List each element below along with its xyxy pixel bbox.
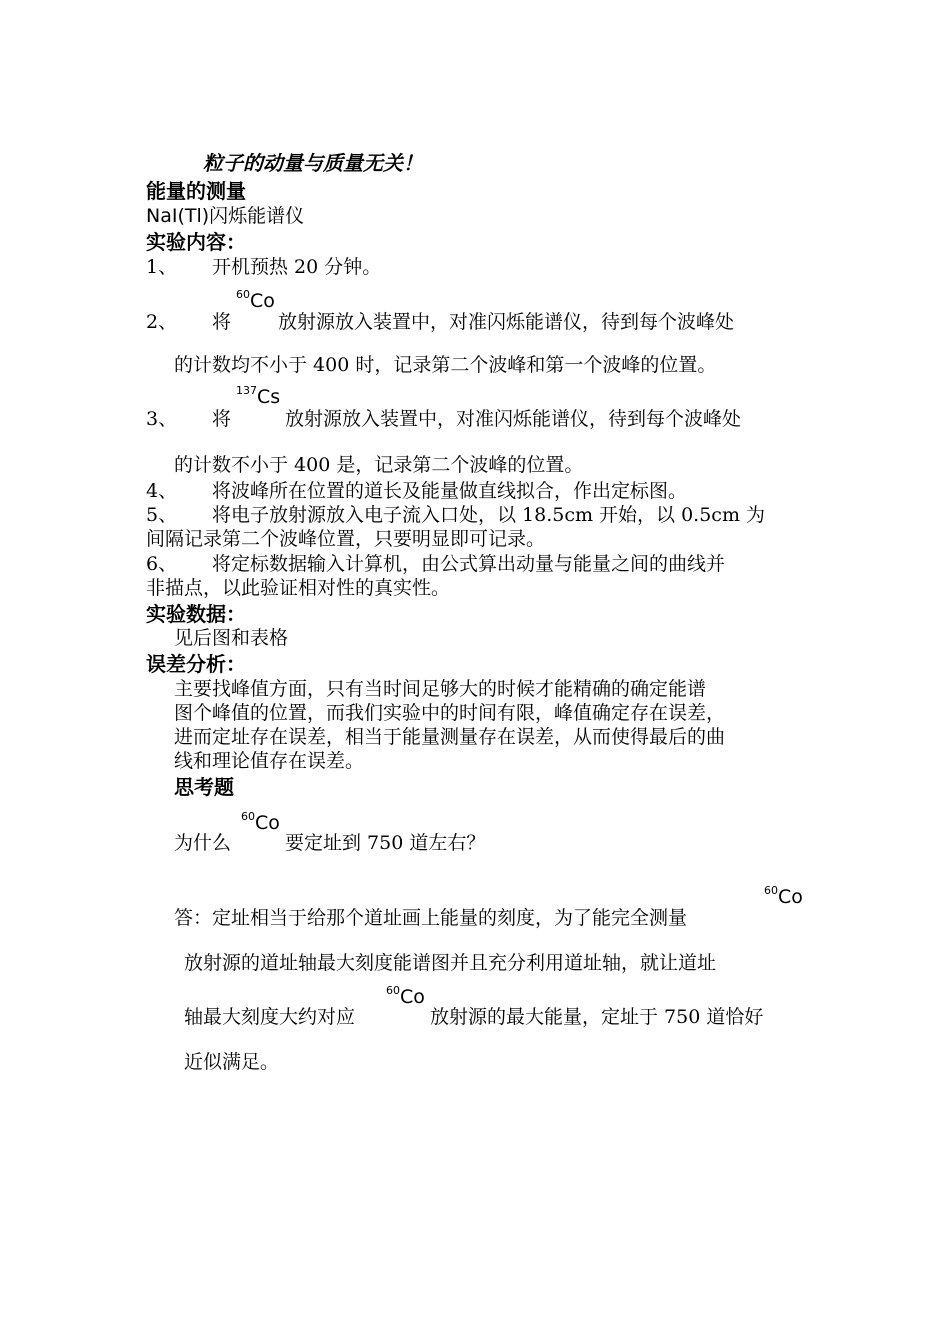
answer-line-2: 放射源的道址轴最大刻度能谱图并且充分利用道址轴，就让道址	[184, 952, 717, 974]
isotope-symbol: Co	[250, 290, 275, 312]
step-1-text: 开机预热 20 分钟。	[212, 256, 382, 278]
isotope-mass-number: 137	[236, 384, 257, 397]
answer-line-1: 答：定址相当于给那个道址画上能量的刻度，为了能完全测量	[174, 907, 688, 929]
step-6-number: 6、	[146, 553, 178, 575]
isotope-mass-number: 60	[241, 810, 255, 823]
isotope-symbol: Co	[255, 812, 280, 834]
step-5-number: 5、	[146, 504, 178, 526]
error-line: 主要找峰值方面，只有当时间足够大的时候才能精确的确定能谱	[174, 678, 707, 700]
isotope-mass-number: 60	[236, 288, 250, 301]
cs137-isotope-label	[236, 386, 280, 408]
section-data-heading: 实验数据：	[146, 602, 246, 626]
isotope-symbol: Co	[400, 986, 425, 1008]
step-2-number: 2、	[146, 311, 178, 333]
question-suffix: 要定址到 750 道左右？	[285, 832, 486, 854]
answer-line-3-prefix: 轴最大刻度大约对应	[184, 1006, 356, 1028]
step-3-line-2: 的计数不小于 400 是，记录第二个波峰的位置。	[174, 454, 584, 476]
data-reference-text: 见后图和表格	[174, 627, 289, 649]
section-error-heading: 误差分析：	[146, 652, 246, 676]
step-2-line-2: 的计数均不小于 400 时，记录第二个波峰和第一个波峰的位置。	[174, 354, 717, 376]
step-4-number: 4、	[146, 480, 178, 502]
note-heading: 粒子的动量与质量无关！	[203, 151, 423, 175]
co60-isotope-label	[241, 812, 280, 834]
answer-line-3-suffix: 放射源的最大能量，定址于 750 道恰好	[430, 1006, 764, 1028]
isotope-symbol: Cs	[257, 386, 281, 408]
step-5-line-1: 将电子放射源放入电子流入口处，以 18.5cm 开始，以 0.5cm 为	[212, 504, 765, 526]
isotope-mass-number: 60	[764, 884, 778, 897]
isotope-symbol: Co	[778, 886, 803, 908]
step-2-line-1: 放射源放入装置中，对准闪烁能谱仪，待到每个波峰处	[278, 311, 735, 333]
answer-line-4: 近似满足。	[184, 1051, 280, 1073]
step-3-prefix: 将	[212, 408, 232, 430]
step-6-line-1: 将定标数据输入计算机，由公式算出动量与能量之间的曲线并	[212, 553, 726, 575]
step-6-line-2: 非描点，以此验证相对性的真实性。	[146, 577, 451, 599]
step-1-number: 1、	[146, 256, 178, 278]
step-3-number: 3、	[146, 408, 178, 430]
question-prefix: 为什么	[174, 832, 232, 854]
error-line: 图个峰值的位置，而我们实验中的时间有限，峰值确定存在误差，	[174, 702, 726, 724]
co60-isotope-label	[764, 886, 803, 908]
co60-isotope-label	[386, 986, 425, 1008]
section-energy-heading: 能量的测量	[146, 179, 246, 203]
instrument-name: NaI(Tl)闪烁能谱仪	[146, 205, 305, 227]
isotope-mass-number: 60	[386, 984, 400, 997]
section-content-heading: 实验内容：	[146, 230, 246, 254]
step-2-prefix: 将	[212, 311, 232, 333]
step-3-line-1: 放射源放入装置中，对准闪烁能谱仪，待到每个波峰处	[285, 408, 742, 430]
section-questions-heading: 思考题	[174, 775, 234, 799]
error-line: 进而定址存在误差，相当于能量测量存在误差，从而使得最后的曲	[174, 726, 726, 748]
co60-isotope-label	[236, 290, 275, 312]
step-4-text: 将波峰所在位置的道长及能量做直线拟合，作出定标图。	[212, 480, 688, 502]
step-5-line-2: 间隔记录第二个波峰位置，只要明显即可记录。	[146, 528, 546, 550]
error-line: 线和理论值存在误差。	[174, 750, 365, 772]
